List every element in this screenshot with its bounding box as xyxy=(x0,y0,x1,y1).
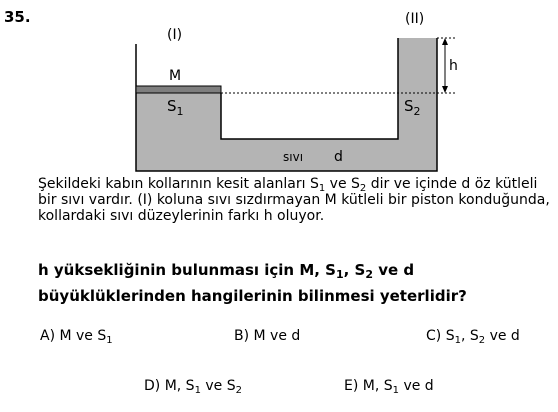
area-label-1: $S_1$ xyxy=(167,97,184,118)
option-b[interactable]: B) M ve d xyxy=(234,328,301,344)
piston-label: M xyxy=(169,68,182,84)
piston xyxy=(136,86,221,93)
question-number: 35. xyxy=(4,8,31,26)
question-prompt: h yüksekliğinin bulunması için M, $S_1$, $S_2$ ve d büyüklüklerinden hangilerinin bilinmesi yeterlidir? xyxy=(38,261,467,305)
height-label: h xyxy=(449,58,458,74)
arm-label-2: (II) xyxy=(405,11,425,27)
u-tube-figure xyxy=(0,0,558,175)
density-label: d xyxy=(334,149,343,165)
option-c[interactable]: C) $S_1$, $S_2$ ve d xyxy=(426,328,520,346)
option-d[interactable]: D) M, $S_1$ ve $S_2$ xyxy=(144,378,242,396)
arm-label-1: (I) xyxy=(167,27,183,43)
liquid-label: sıvı xyxy=(283,150,304,164)
arrow-head-down xyxy=(442,86,448,93)
option-e[interactable]: E) M, $S_1$ ve d xyxy=(344,378,434,396)
option-a[interactable]: A) M ve $S_1$ xyxy=(40,328,113,346)
question-stem: Şekildeki kabın kollarının kesit alanları $S_1$ ve $S_2$ dir ve içinde d öz kütleli bir sıvı vardır. (I) koluna sıvı sızdırmayan M kütleli bir piston konduğunda, kollardaki sıvı düzeylerinin farkı h oluyor. xyxy=(38,176,550,224)
arrow-head-up xyxy=(442,38,448,45)
area-label-2: $S_2$ xyxy=(404,97,421,118)
